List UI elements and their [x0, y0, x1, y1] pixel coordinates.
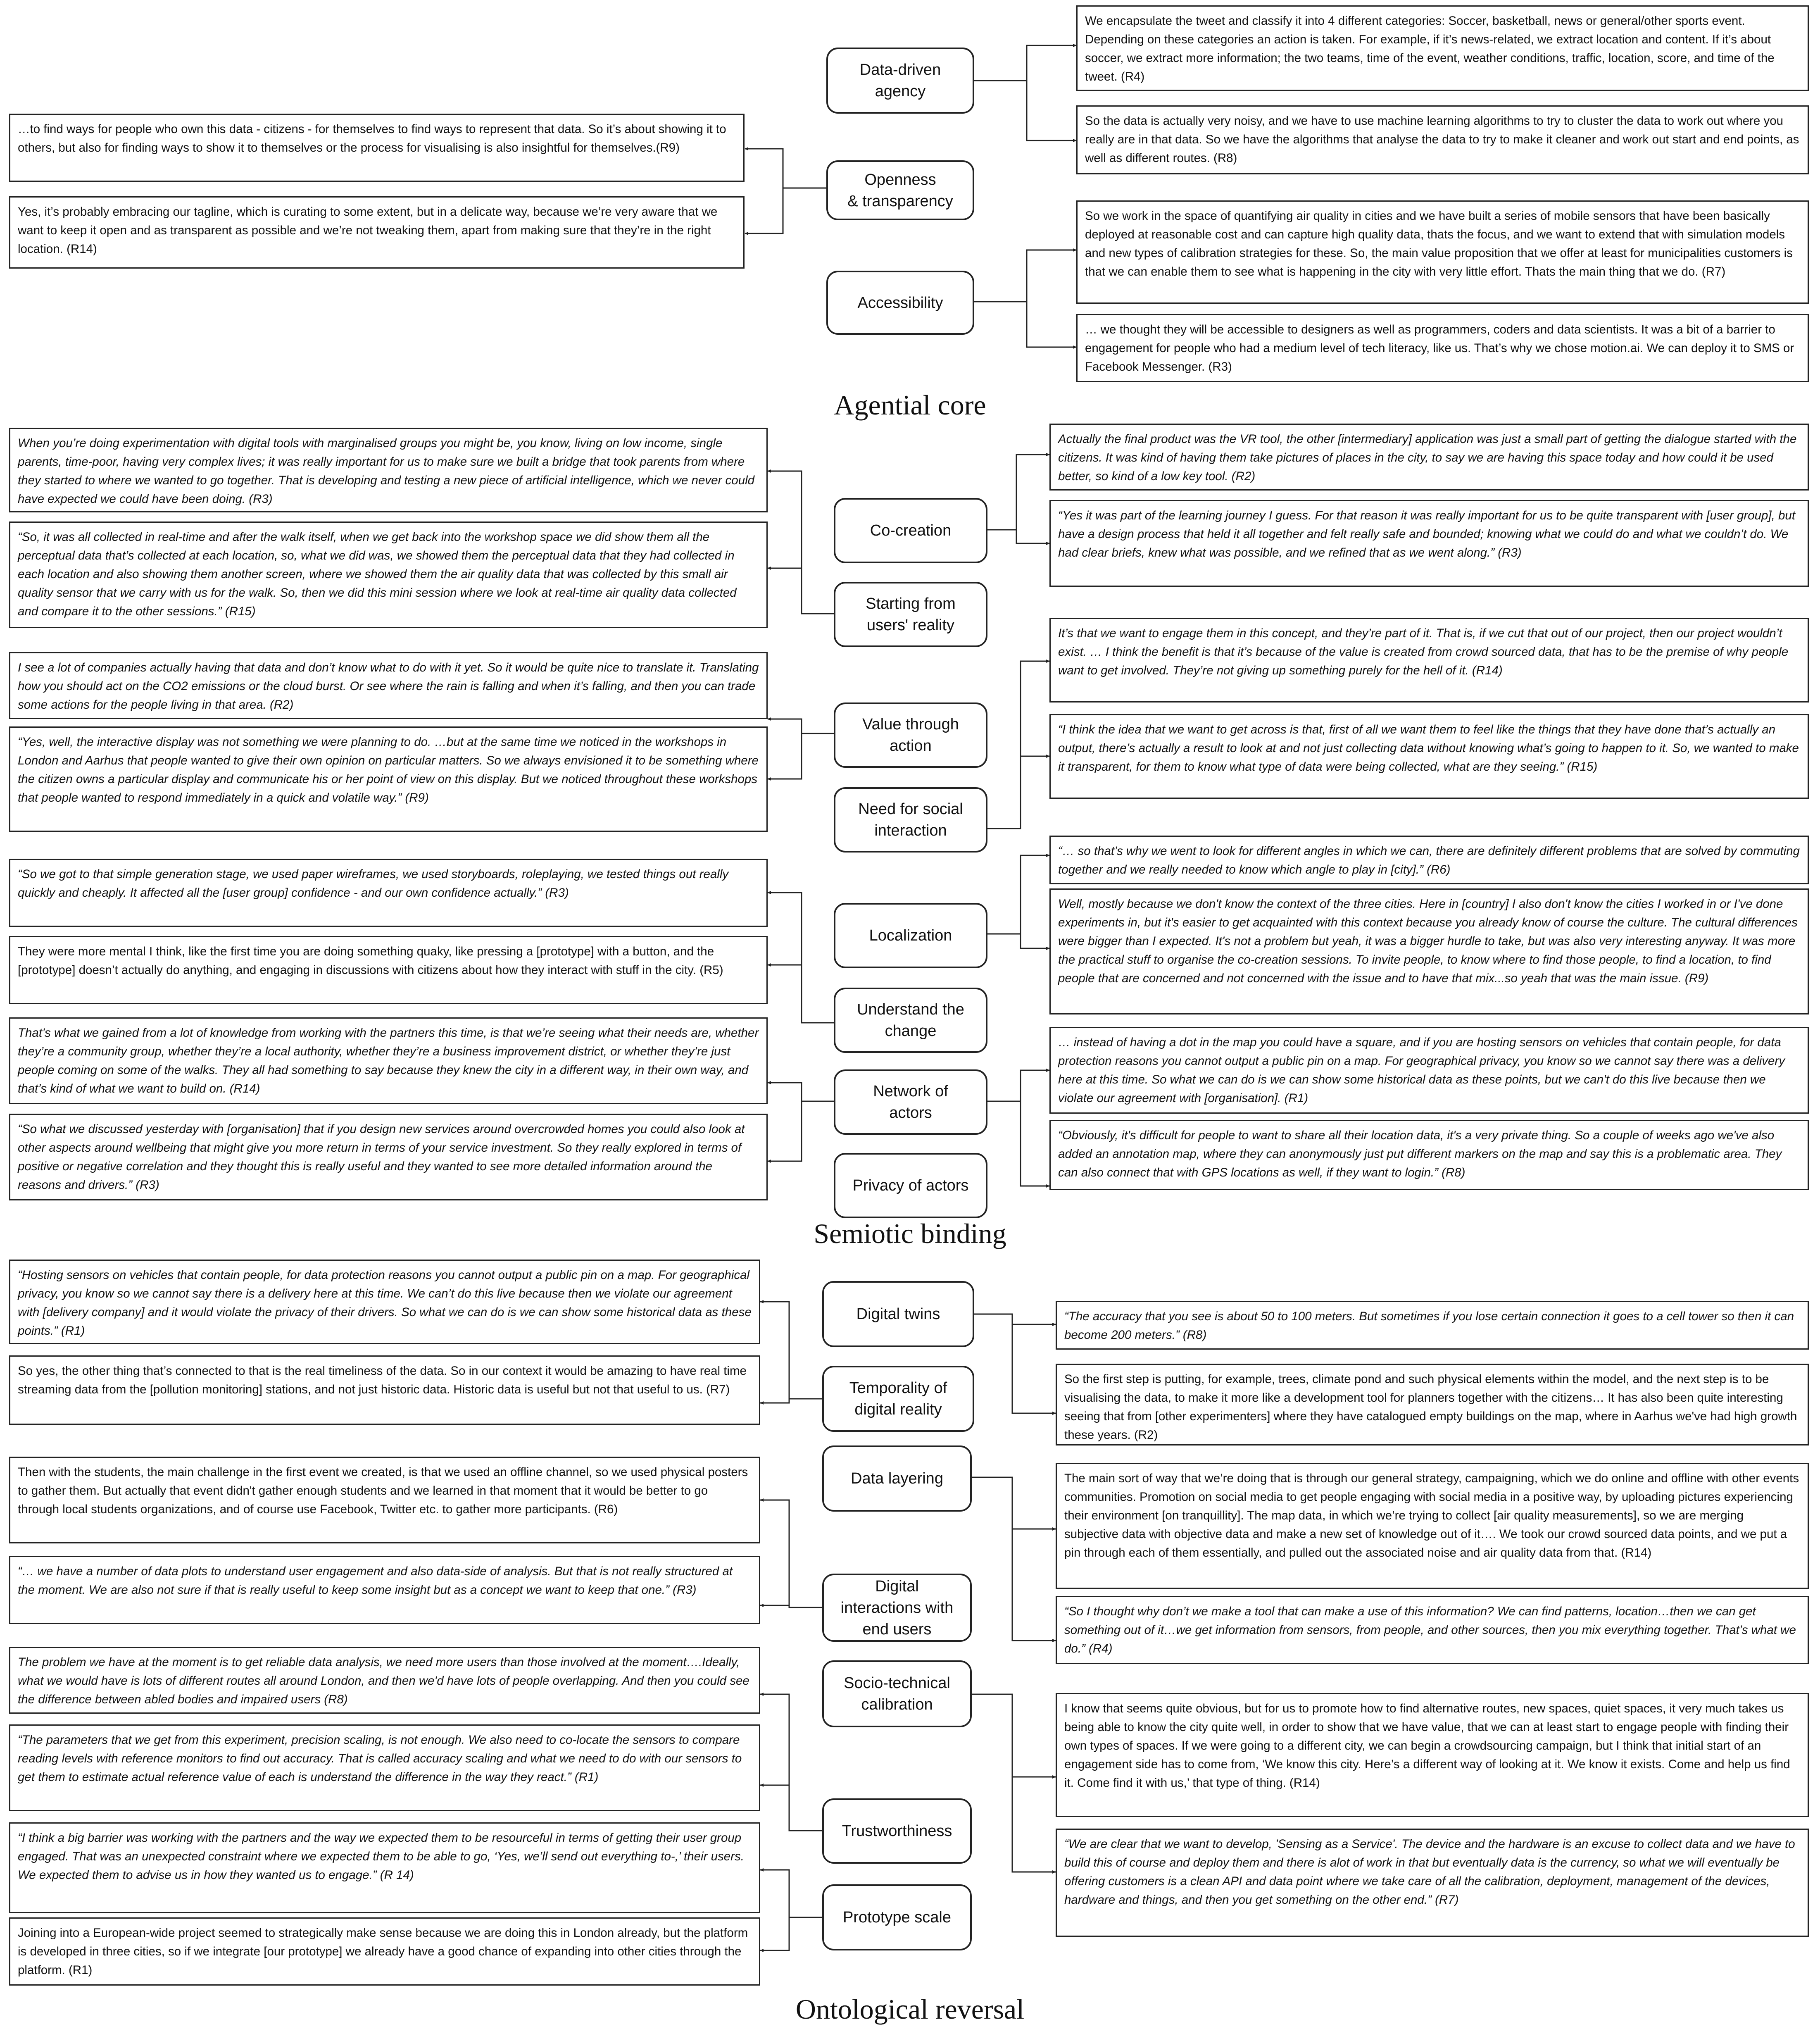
quote-r9-represent-data: …to find ways for people who own this data - citizens - for themselves to find ways to represent that data. So it’s about showing it to others, but also for finding ways to show it to themselves or the process for visualising is also insightful for themselves.(R9) [9, 114, 745, 182]
theme-co-creation: Co-creation [834, 498, 987, 563]
quote-r2-vr-tool: Actually the final product was the VR tool, the other [intermediary] application was just a small part of getting the dialogue started with the citizens. It was kind of having them take pictures of places in the city, to say we are having this space today and how could it be used better, so kind of a low key tool. (R2) [1049, 424, 1809, 491]
quote-r8-noisy-data: So the data is actually very noisy, and we have to use machine learning algorithms to try to cluster the data to work out where you really are in that data. So we have the algorithms that analyse the data to try to make it cleaner and work out start and end points, as well as different routes. (R8) [1076, 105, 1809, 174]
connector-line [1027, 81, 1076, 140]
theme-data-driven-agency: Data-driven agency [826, 48, 974, 114]
connector-line [1012, 1529, 1056, 1641]
section-title-ontological-reversal: Ontological reversal [795, 1993, 1025, 2025]
quote-r7-air-quality: So we work in the space of quantifying air quality in cities and we have built a series of mobile sensors that have been basically deployed at reasonable cost and can capture high quality data, thats the focus, and we want to extend that with simulation models and new types of calibration strategies for these. So, the main value proposition that we offer at least for municipalities customers is that we can enable them to see what is happening in the city with very little effort. Thats the main thing that we do. (R7) [1076, 200, 1809, 304]
quote-r3-data-plots: “… we have a number of data plots to understand user engagement and also data-side of analysis. But that is not really structured at the moment. We are also not sure if that is really useful to keep some insight but as a concept we want to keep that one.” (R3) [9, 1556, 760, 1624]
connector-line [745, 149, 826, 188]
quote-r3-overcrowded-homes: “So what we discussed yesterday with [organisation] that if you design new services around overcrowded homes you could also look at other aspects around wellbeing that might give you more return in terms of your service investment. So they really explored in terms of positive or negative correlation and they thought this is really useful and they wanted to see more detailed information around the reasons and drivers.” (R3) [9, 1114, 768, 1200]
connector-line [768, 733, 802, 779]
theme-value-through-action: Value through action [834, 702, 987, 768]
quote-r14-engage-concept: It’s that we want to engage them in this concept, and they’re part of it. That is, if we cut that out of our project, then our project wouldn’t exist. … I think the benefit is that it’s because of the value is created from crowd sourced data, that has to be the premise of why people want to get involved. They’re not giving up something purely for the hell of it. (R14) [1049, 618, 1809, 702]
theme-openness-transparency: Openness & transparency [826, 160, 974, 220]
theme-digital-twins: Digital twins [822, 1281, 974, 1347]
theme-socio-technical-calibration: Socio-technical calibration [822, 1660, 972, 1727]
connector-line [760, 1500, 822, 1607]
quote-r2-trees-climate-pond: So the first step is putting, for example, trees, climate pond and such physical elements within the model, and the next step is to be visualising the data, to make it more like a development tool for planners together with the citizens… It has also been quite interesting seeing that from [other experimenters] where they have catalogued empty buildings on the map, where in Aarhus we've had high growth these years. (R2) [1056, 1364, 1809, 1445]
connector-line [760, 1302, 822, 1399]
connector-line [1021, 934, 1049, 948]
quote-r1-hosting-sensors: “Hosting sensors on vehicles that contain people, for data protection reasons you cannot output a public pin on a map. For geographical privacy, you know so we cannot say there is a delivery here at this time. We can’t do this live because then we violate our agreement with [delivery company] and it would violate the privacy of their drivers. So what we can do is we can show some historical data as these points.” (R1) [9, 1260, 760, 1344]
quote-r1-precision-scaling: “The parameters that we get from this experiment, precision scaling, is not enough. We also need to co-locate the sensors to compare reading levels with reference monitors to find out accuracy. That is called accuracy scaling and what we need to do with our sensors to get them to estimate actual reference value of each is understand the difference in the way they react.” (R1) [9, 1724, 760, 1811]
connector-line [760, 1917, 789, 1950]
quote-r7-real-timeliness: So yes, the other thing that’s connected to that is the real timeliness of the data. So in our context it would be amazing to have real time streaming data from the [pollution monitoring] stations, and not just historic data. Historic data is useful but not that useful to us. (R7) [9, 1355, 760, 1425]
theme-localization: Localization [834, 903, 987, 968]
connector-line [768, 965, 802, 1023]
connector-line [1021, 756, 1049, 829]
connector-line [768, 568, 802, 614]
quote-r6-offline-channel: Then with the students, the main challenge in the first event we created, is that we used an offline channel, so we used physical posters to gather them. But actually that event didn't gather enough students and we learned in that moment that it would be better to go through local students organizations, and of course use Facebook, Twitter etc. to gather more participants. (R6) [9, 1457, 760, 1543]
theme-digital-interactions-with-end-users: Digital interactions with end users [822, 1574, 972, 1642]
theme-trustworthiness: Trustworthiness [822, 1798, 972, 1864]
quote-r4-tweet-categories: We encapsulate the tweet and classify it into 4 different categories: Soccer, basketball, news or general/other sports event. Depending on these categories an action is taken. For example, if it’s news-related, we extract location and content. If it’s about soccer, we extract more information; the two teams, time of the event, weather conditions, traffic, location, score, and time of the tweet. (R4) [1076, 5, 1809, 91]
quote-r14-partners-knowledge: That’s what we gained from a lot of knowledge from working with the partners this time, is that we’re seeing what their needs are, whether they’re a community group, whether they’re a local authority, whether they’re a business improvement district, or whether they’re just people coming on some of the walks. They all had something to say because they knew the city in a different way, in their own way, and that’s kind of what we want to build on. (R14) [9, 1017, 768, 1104]
connector-line [1021, 1101, 1049, 1186]
section-title-agential-core: Agential core [834, 389, 986, 421]
connector-line [760, 1694, 822, 1831]
quote-r8-accuracy-meters: “The accuracy that you see is about 50 to 100 meters. But sometimes if you lose certain connection it goes to a cell tower so then it can become 200 meters.” (R8) [1056, 1301, 1809, 1350]
theme-privacy-of-actors: Privacy of actors [834, 1153, 987, 1218]
quote-r3-paper-wireframes: “So we got to that simple generation stage, we used paper wireframes, we used storyboards, roleplaying, we tested things out really quickly and cheaply. It affected all the [user group] confidence - and our own confidence actually.” (R3) [9, 859, 768, 927]
quote-r8-reliable-analysis: The problem we have at the moment is to get reliable data analysis, we need more users than those involved at the moment….Ideally, what we would have is lots of different routes all around London, and then we'd have lots of people overlapping. And then you could see the difference between abled bodies and impaired users (R8) [9, 1647, 760, 1714]
quote-r14-tagline: Yes, it’s probably embracing our tagline, which is curating to some extent, but in a delicate way, because we’re very aware that we want to keep it open and as transparent as possible and we’re not tweaking them, apart from making sure that they’re in the right location. (R14) [9, 196, 745, 269]
quote-r14-big-barrier: “I think a big barrier was working with the partners and the way we expected them to be resourceful in terms of getting their user group engaged. That was an unexpected constraint where we expected them to be able to go, ‘Yes, we’ll send out everything to-,’ their users. We expected them to advise us in how they wanted us to engage.” (R 14) [9, 1822, 760, 1913]
theme-need-for-social-interaction: Need for social interaction [834, 787, 987, 853]
connector-line [760, 1605, 789, 1607]
quote-r5-prototype-button: They were more mental I think, like the first time you are doing something quaky, like pressing a [prototype] with a button, and the [prototype] doesn’t actually do anything, and engaging in discussions with citizens about how they interact with stuff in the city. (R5) [9, 936, 768, 1004]
connector-line [768, 719, 834, 733]
theme-accessibility: Accessibility [826, 271, 974, 335]
connector-line [987, 855, 1049, 934]
connector-line [987, 1070, 1049, 1101]
quote-r2-translate-data: I see a lot of companies actually having that data and don’t know what to do with it yet. So it would be quite nice to translate it. Translating how you should act on the CO2 emissions or the cloud burst. Or see where the rain is falling and when it’s falling, and then you can trade some actions for the people living in that area. (R2) [9, 652, 768, 719]
connector-line [972, 1694, 1056, 1777]
connector-line [974, 250, 1076, 302]
quote-r9-three-cities: Well, mostly because we don't know the context of the three cities. Here in [country] I also don't know the cities I worked in or I've done experiments in, but it's easier to get acquainted with this context because you already know of course the culture. The cultural differences were bigger than I expected. It's not a problem but yeah, it was a bigger hurdle to take, but was also very interesting anyway. It was more the practical stuff to organise the co-creation sessions. To invite people, to know where to find those people, to find a location, to find people that are concerned and not concerned with the issue and to have that mix...so yeah that was the main issue. (R9) [1049, 888, 1809, 1014]
connector-line [987, 455, 1049, 530]
quote-r4-make-a-tool: “So I thought why don’t we make a tool that can make a use of this information? We can find patterns, location…then we can get something out of it…we get information from sensors, from people, and other sources, then you mix everything together. That’s what we do.” (R4) [1056, 1596, 1809, 1664]
quote-r15-perceptual-data: “So, it was all collected in real-time and after the walk itself, when we get back into the workshop space we did show them all the perceptual data that’s collected at each location, so, what we did was, we showed them the perceptual data that they had collected in each location and also showing them another screen, where we showed them the air quality data that was collected by this small air quality sensor that we carry with us for the walk. So, then we did this mini session where we look at real-time air quality data collected and compare it to the other sessions.” (R15) [9, 522, 768, 628]
quote-r3-motion-ai: … we thought they will be accessible to designers as well as programmers, coders and data scientists. It was a bit of a barrier to engagement for people who had a medium level of tech literacy, like us. That’s why we chose motion.ai. We can deploy it to SMS or Facebook Messenger. (R3) [1076, 314, 1809, 382]
quote-r14-alternative-routes: I know that seems quite obvious, but for us to promote how to find alternative routes, new spaces, quiet spaces, it very much takes us being able to know the city quite well, in order to show that we have value, that we can at least start to engage people with finding their own types of spaces. If we were going to a different city, we can begin a crowdsourcing campaign, but I think that initial start of an engagement side has to come from, ‘We know this city. Here’s a different way of looking at it. We know it exists. Come and help us find it. Come find it with us,’ that type of thing. (R14) [1056, 1693, 1809, 1817]
quote-r15-feel-output: “I think the idea that we want to get across is that, first of all we want them to feel like the things that they have done that’s actually an output, there’s actually a result to look at and not just collecting data without knowing what’s going to happen to it. So, we wanted to make it transparent, for them to know what type of data were being collected, what are they seeing.” (R15) [1049, 714, 1809, 799]
theme-temporality-of-digital-reality: Temporality of digital reality [822, 1366, 974, 1432]
connector-line [972, 1477, 1056, 1529]
quote-r1-european-project: Joining into a European-wide project seemed to strategically make sense because we are doing this in London already, but the platform is developed in three cities, so if we integrate [our prototype] we already have a good chance of expanding into other cities through the platform. (R1) [9, 1917, 760, 1986]
theme-starting-from-users-reality: Starting from users' reality [834, 582, 987, 647]
theme-understand-the-change: Understand the change [834, 988, 987, 1053]
connector-line [760, 1870, 822, 1917]
connector-line [1012, 1777, 1056, 1872]
connector-line [987, 661, 1049, 829]
connector-line [974, 1314, 1056, 1324]
connector-line [1012, 1314, 1056, 1413]
connector-line [768, 1101, 802, 1161]
quote-r6-different-angles: “… so that’s why we went to look for different angles in which we can, there are definitely different problems that are solved by commuting together and we really needed to know which angle to play in [city].” (R6) [1049, 836, 1809, 884]
connector-line [1027, 302, 1076, 347]
connector-line [768, 1083, 834, 1101]
quote-r3-learning-journey: “Yes it was part of the learning journey I guess. For that reason it was really important for us to be quite transparent with [user group], but have a design process that held it all together and felt really safe and bounded; knowing what we could do and what we couldn’t do. We had clear briefs, knew what was possible, and we refined that as we went along.” (R3) [1049, 500, 1809, 587]
quote-r3-marginalised-groups: When you’re doing experimentation with digital tools with marginalised groups you might be, you know, living on low income, single parents, time-poor, having very complex lives; it was really important for us to make sure we built a bridge that took parents from where they started to where we wanted to go together. That is developing and testing a new piece of artificial intelligence, which we never could have expected we could have been doing. (R3) [9, 428, 768, 512]
theme-prototype-scale: Prototype scale [822, 1884, 972, 1950]
quote-r14-general-strategy: The main sort of way that we’re doing that is through our general strategy, campaigning, which we do online and offline with other events communities. Promotion on social media to get people engaging with social media in a positive way, by uploading pictures experiencing their environment [on tranquillity]. The map data, in which we’re trying to collect [air quality measurements], so we are merging subjective data with objective data and make a new set of knowledge out of it…. We took our crowd sourced data points, and we put a pin through each of them essentially, and pulled out the associated noise and air quality data from that. (R14) [1056, 1463, 1809, 1589]
connector-line [760, 1399, 789, 1403]
connector-line [1016, 530, 1049, 543]
section-title-semiotic-binding: Semiotic binding [814, 1218, 1006, 1249]
connector-line [974, 45, 1076, 81]
quote-r1-square-map: … instead of having a dot in the map you could have a square, and if you are hosting sensors on vehicles that contain people, for data protection reasons you cannot output a public pin on a map. For geographical privacy, you know so we cannot say there was a delivery here at this time. So what we can do is we can show some historical data as these points, but we can't do this live because then we violate our agreement with [organisation]. (R1) [1049, 1027, 1809, 1114]
theme-network-of-actors: Network of actors [834, 1069, 987, 1135]
quote-r8-location-privacy: “Obviously, it's difficult for people to want to share all their location data, it's a very private thing. So a couple of weeks ago we've also added an annotation map, where they can anonymously just put different markers on the map and say this is a problematic area. They can also connect that with GPS locations as well, if they want to login.” (R8) [1049, 1120, 1809, 1190]
quote-r7-sensing-as-a-service: “We are clear that we want to develop, 'Sensing as a Service'. The device and the hardware is an excuse to collect data and we have to build this of course and deploy them and there is alot of work in that but eventually data is the currency, so what we will eventually be offering customers is a clean API and data point where we take care of all the calibration, deployment, management of the devices, hardware and things, and then you get something on the other end.” (R7) [1056, 1829, 1809, 1937]
connector-line [768, 893, 834, 1023]
connector-line [760, 1785, 789, 1831]
theme-data-layering: Data layering [822, 1445, 972, 1512]
connector-line [768, 471, 834, 614]
connector-line [745, 188, 783, 233]
quote-r9-interactive-display: “Yes, well, the interactive display was not something we were planning to do. …but at the same time we noticed in the workshops in London and Aarhus that people wanted to give their own opinion on particular matters. So we always envisioned it to be something where the citizen owns a particular display and communicate his or her point of view on this display. But we noticed throughout these workshops that people wanted to respond immediately in a quick and volatile way.” (R9) [9, 726, 768, 832]
